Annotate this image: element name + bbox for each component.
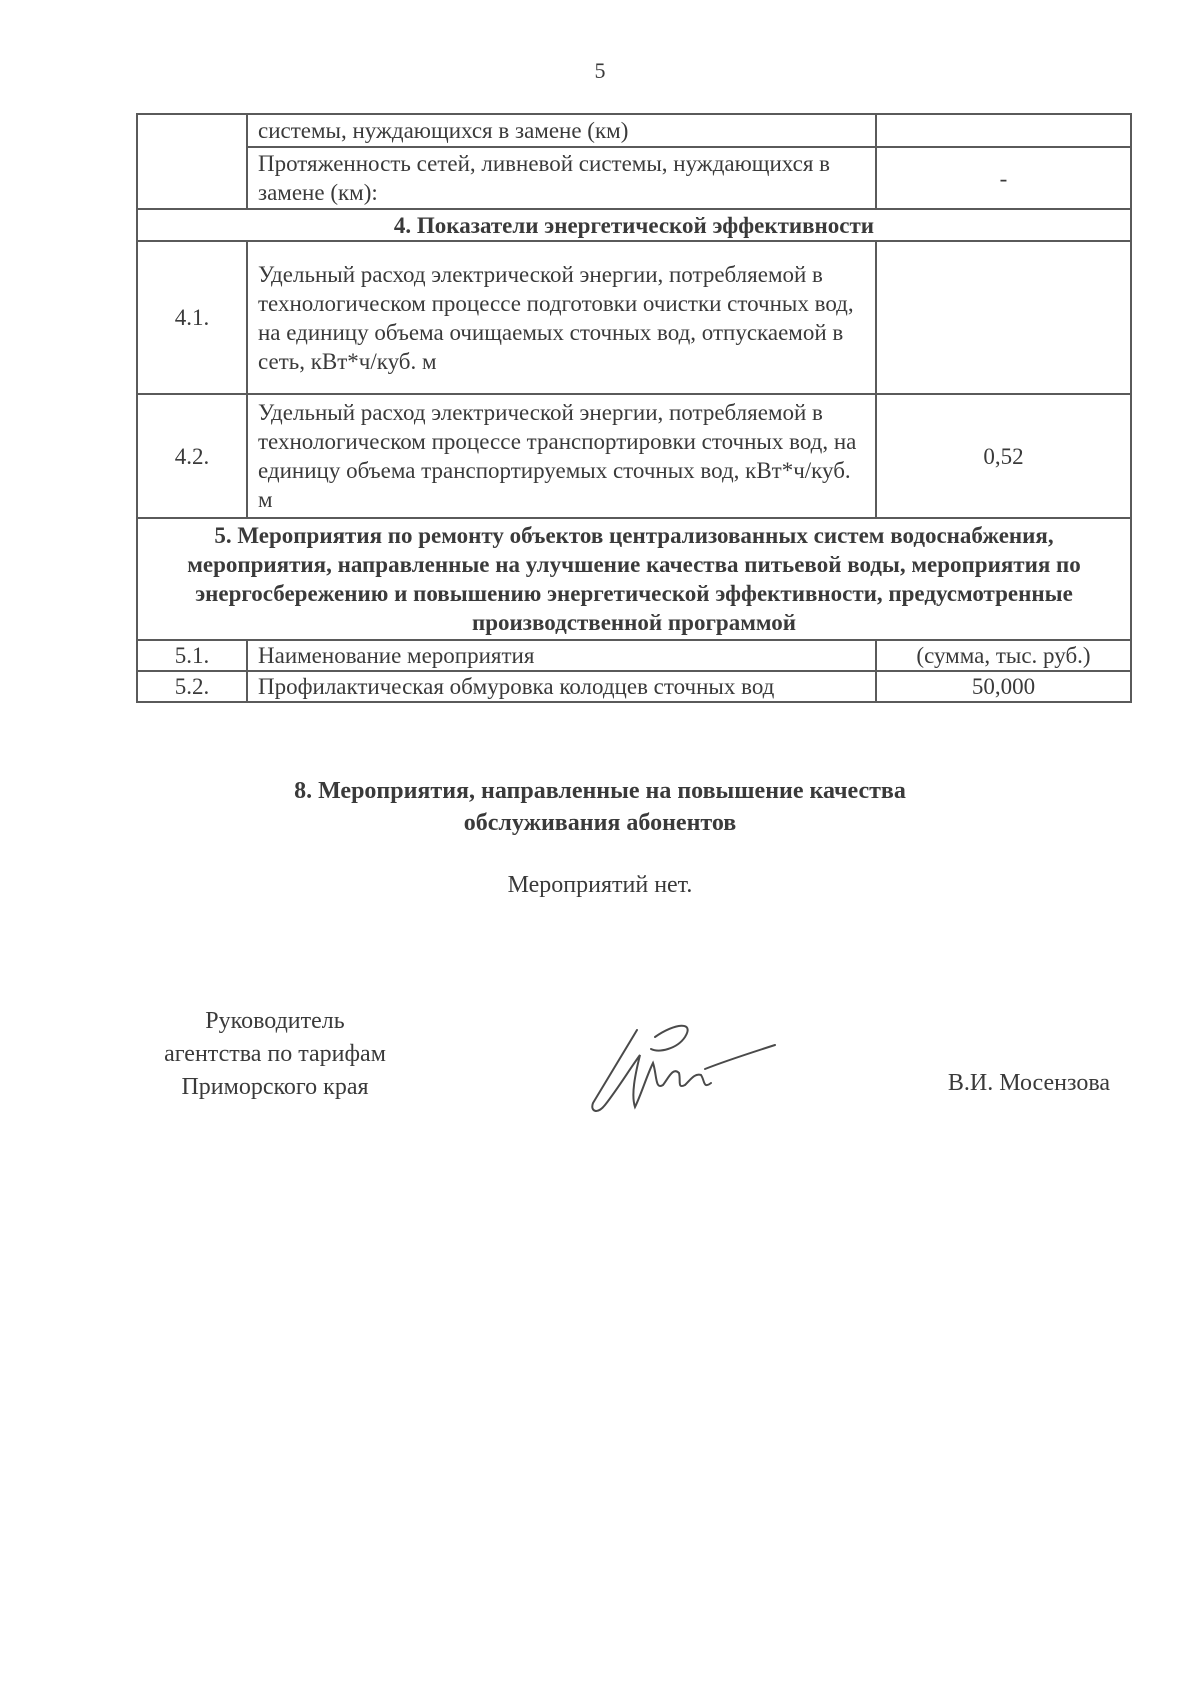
table-row — [137, 640, 1131, 671]
row-value-cell — [876, 241, 1131, 394]
row-value-cell: 50,000 — [876, 671, 1131, 702]
row-text-cell: Удельный расход электрической энергии, потребляемой в технологическом процессе подготовки очистки сточных вод, на единицу объема очищаемых сточных вод, отпускаемой в сеть, кВт*ч/куб. м — [247, 241, 876, 394]
row-text-cell: Профилактическая обмуровка колодцев сточных вод — [247, 671, 876, 702]
row-value-cell — [876, 114, 1131, 147]
section-8-note: Мероприятий нет. — [507, 872, 693, 898]
row-value-cell: 0,52 — [876, 394, 1131, 518]
signatory-position — [130, 1005, 420, 1104]
indicators-table — [136, 113, 1132, 703]
section-5-title: 5. Мероприятия по ремонту объектов централизованных систем водоснабжения, мероприятия, направленные на улучшение качества питьевой воды, мероприятия по энергосбережению и повышению энергетической эффективности, предусмотренные производственной программой — [137, 518, 1131, 640]
row-text-cell: системы, нуждающихся в замене (км) — [247, 114, 876, 147]
row-number-cell: 5.2. — [137, 671, 247, 702]
section-8-title — [0, 775, 1200, 839]
table-row — [137, 147, 1131, 209]
row-value-cell: (сумма, тыс. руб.) — [876, 640, 1131, 671]
row-text-cell: Удельный расход электрической энергии, потребляемой в технологическом процессе транспортировки сточных вод, на единицу объема транспортируемых сточных вод, кВт*ч/куб. м — [247, 394, 876, 518]
table-row — [137, 671, 1131, 702]
position-line: Приморского края — [181, 1074, 369, 1100]
table-row — [137, 241, 1131, 394]
table-row — [137, 114, 1131, 147]
row-number-cell: 4.2. — [137, 394, 247, 518]
row-number-cell: 4.1. — [137, 241, 247, 394]
row-value-cell: - — [876, 147, 1131, 209]
handwritten-signature — [585, 1015, 785, 1125]
row-number-cell: 5.1. — [137, 640, 247, 671]
signatory-name: В.И. Мосензова — [947, 1070, 1110, 1096]
section-header-row — [137, 518, 1131, 640]
section-header-row — [137, 209, 1131, 241]
position-line: агентства по тарифам — [164, 1041, 386, 1067]
table-row — [137, 394, 1131, 518]
page-number: 5 — [594, 58, 606, 83]
section-4-title: 4. Показатели энергетической эффективности — [137, 209, 1131, 241]
row-number-cell — [137, 114, 247, 209]
position-line: Руководитель — [205, 1008, 345, 1034]
row-text-cell: Протяженность сетей, ливневой системы, нуждающихся в замене (км): — [247, 147, 876, 209]
row-text-cell: Наименование мероприятия — [247, 640, 876, 671]
section-8-title-line: обслуживания абонентов — [463, 810, 737, 836]
section-8-title-line: 8. Мероприятия, направленные на повышение качества — [294, 778, 906, 804]
